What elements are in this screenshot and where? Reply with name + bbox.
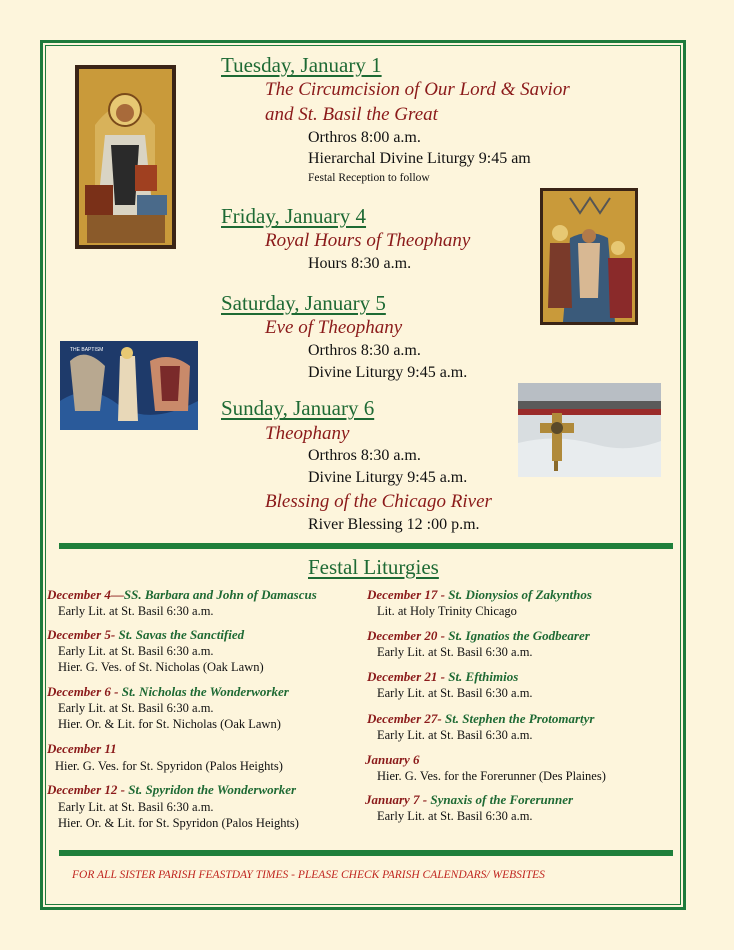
festal-left-1-line-1: Early Lit. at St. Basil 6:30 a.m. (58, 604, 214, 618)
festal-left-3-head (47, 684, 289, 700)
river-cross-photo (518, 383, 661, 477)
event-4-service-3: River Blessing 12 :00 p.m. (308, 516, 480, 533)
festal-right-3-date: December 21 - (367, 669, 449, 684)
festal-left-2-date: December 5- (47, 627, 116, 642)
section-divider-bottom (59, 850, 673, 856)
festal-left-4-date: December 11 (47, 741, 117, 756)
festal-left-3-line-2: Hier. Or. & Lit. for St. Nicholas (Oak Lawn) (58, 717, 281, 731)
festal-right-1-head (367, 587, 592, 603)
festal-right-2-saint: St. Ignatios the Godbearer (448, 628, 590, 643)
festal-left-4-head (47, 741, 117, 757)
festal-right-1-line-1: Lit. at Holy Trinity Chicago (377, 604, 517, 618)
event-1-service-1: Orthros 8:00 a.m. (308, 129, 421, 146)
event-1-feast-line-1: The Circumcision of Our Lord & Savior (265, 79, 570, 100)
festal-right-2-line-1: Early Lit. at St. Basil 6:30 a.m. (377, 645, 533, 659)
theophany-icon (60, 341, 198, 430)
festal-left-5-date: December 12 - (47, 782, 129, 797)
event-2-service-1: Hours 8:30 a.m. (308, 255, 412, 272)
festal-right-6-saint: Synaxis of the Forerunner (430, 792, 574, 807)
event-4-service-1: Orthros 8:30 a.m. (308, 447, 421, 464)
svg-text:THE BAPTISM: THE BAPTISM (70, 347, 104, 353)
event-1-date: Tuesday, January 1 (221, 53, 382, 77)
festal-right-5-line-1: Hier. G. Ves. for the Forerunner (Des Plaines) (377, 769, 606, 783)
festal-right-3-head (367, 669, 518, 685)
festal-right-2-head (367, 628, 590, 644)
event-3-feast: Eve of Theophany (265, 317, 403, 338)
festal-right-5-head (365, 752, 420, 768)
festal-right-2-date: December 20 - (367, 628, 449, 643)
festal-liturgies-title: Festal Liturgies (308, 555, 439, 579)
festal-left-2-line-2: Hier. G. Ves. of St. Nicholas (Oak Lawn) (58, 660, 264, 674)
royal-hours-theophany-icon (540, 188, 638, 325)
festal-right-3-saint: St. Efthimios (448, 669, 519, 684)
festal-left-5-head (47, 782, 296, 798)
festal-right-6-date: January 7 - (365, 792, 431, 807)
festal-left-2-head (47, 627, 244, 643)
festal-left-5-line-1: Early Lit. at St. Basil 6:30 a.m. (58, 800, 214, 814)
section-divider-top (59, 543, 673, 549)
festal-right-1-saint: St. Dionysios of Zakynthos (448, 587, 592, 602)
event-4-date: Sunday, January 6 (221, 396, 375, 420)
festal-right-3-line-1: Early Lit. at St. Basil 6:30 a.m. (377, 686, 533, 700)
festal-right-5-date: January 6 (365, 752, 420, 767)
festal-left-2-saint: St. Savas the Sanctified (118, 627, 245, 642)
event-3-service-2: Divine Liturgy 9:45 a.m. (308, 364, 468, 381)
festal-left-4-line-1: Hier. G. Ves. for St. Spyridon (Palos Heights) (55, 759, 283, 773)
festal-left-5-saint: St. Spyridon the Wonderworker (128, 782, 297, 797)
event-4-service-2: Divine Liturgy 9:45 a.m. (308, 469, 468, 486)
event-3-date: Saturday, January 5 (221, 291, 386, 315)
festal-right-6-head (365, 792, 573, 808)
festal-left-1-date: December 4— (47, 587, 124, 602)
event-2-date: Friday, January 4 (221, 204, 367, 228)
festal-left-2-line-1: Early Lit. at St. Basil 6:30 a.m. (58, 644, 214, 658)
st-basil-icon (75, 65, 176, 249)
event-1-note: Festal Reception to follow (308, 172, 430, 184)
festal-left-1-head (47, 587, 317, 603)
festal-right-4-line-1: Early Lit. at St. Basil 6:30 a.m. (377, 728, 533, 742)
event-2-feast: Royal Hours of Theophany (265, 230, 471, 251)
festal-right-1-date: December 17 - (367, 587, 449, 602)
event-1-service-2: Hierarchal Divine Liturgy 9:45 am (308, 150, 531, 167)
festal-right-4-saint: St. Stephen the Protomartyr (444, 711, 595, 726)
festal-left-3-line-1: Early Lit. at St. Basil 6:30 a.m. (58, 701, 214, 715)
event-3-service-1: Orthros 8:30 a.m. (308, 342, 421, 359)
footer-notice: FOR ALL SISTER PARISH FEASTDAY TIMES - PLEASE CHECK PARISH CALENDARS/ WEBSITES (72, 869, 545, 881)
festal-left-1-saint: SS. Barbara and John of Damascus (123, 587, 317, 602)
festal-left-5-line-2: Hier. Or. & Lit. for St. Spyridon (Palos Heights) (58, 816, 299, 830)
event-1-feast-line-2: and St. Basil the Great (265, 104, 438, 125)
event-4-feast: Theophany (265, 423, 350, 444)
festal-left-3-date: December 6 - (47, 684, 122, 699)
festal-left-3-saint: St. Nicholas the Wonderworker (121, 684, 289, 699)
event-4-feast-2: Blessing of the Chicago River (265, 491, 492, 512)
festal-right-4-date: December 27- (367, 711, 445, 726)
festal-right-6-line-1: Early Lit. at St. Basil 6:30 a.m. (377, 809, 533, 823)
festal-right-4-head (367, 711, 595, 727)
